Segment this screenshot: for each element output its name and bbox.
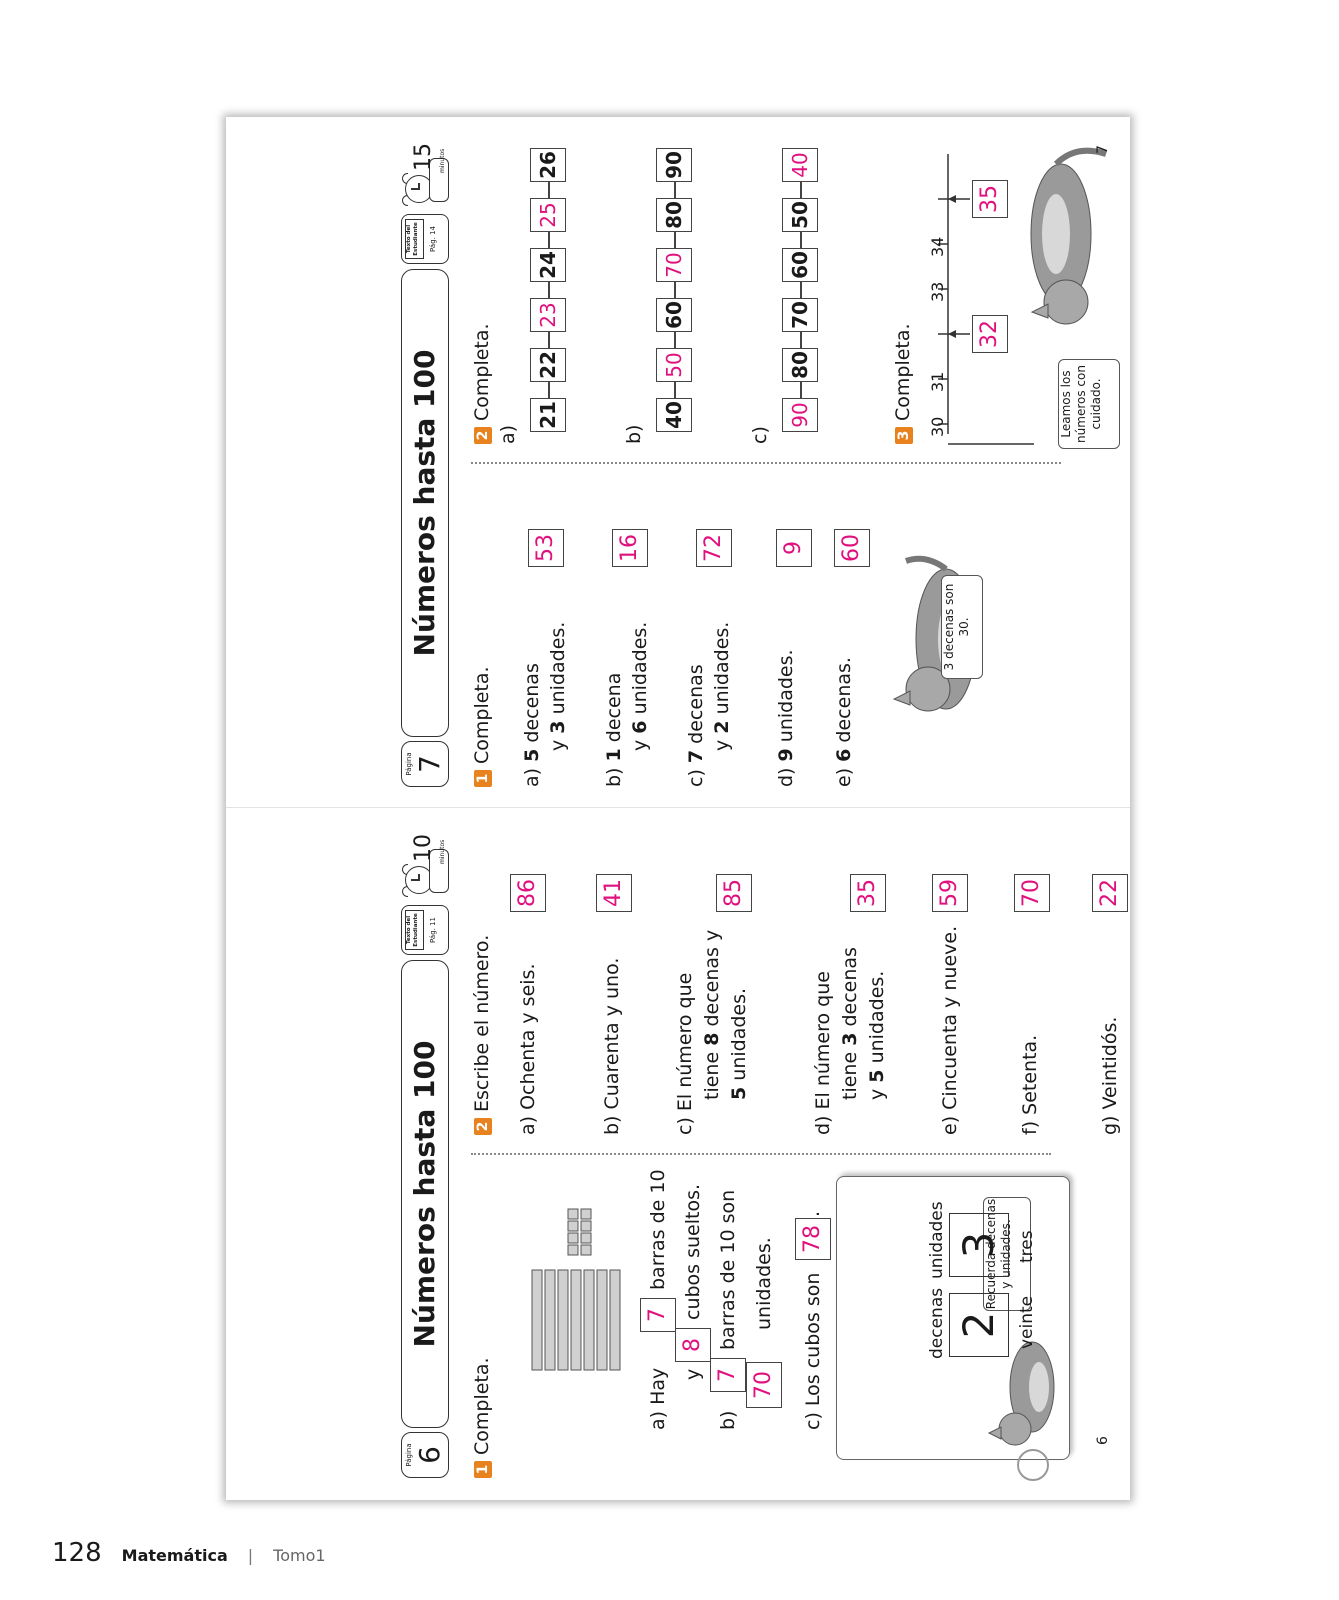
page-6 (226, 808, 1130, 1500)
minutes-label: minutos (439, 148, 446, 173)
r-ex1-badge: 1 (474, 770, 492, 787)
ex2-c-line3: 5 unidades. (728, 987, 750, 1100)
footer-volume: Tomo1 (273, 1546, 326, 1565)
footer-page-number: 128 (52, 1538, 102, 1568)
r-ex3-instruction: 3Completa. (891, 323, 915, 444)
page-number-box (401, 1432, 449, 1478)
ex1-b-bars-answer[interactable]: 7 (710, 1358, 746, 1392)
r-ex1-a-line2: y 3 unidades. (547, 621, 569, 751)
ex2-b-answer[interactable]: 41 (596, 874, 632, 912)
r-ex2-number-box: 40 (656, 398, 692, 432)
ex1-a-y: y (682, 1368, 704, 1380)
base-ten-blocks-icon (526, 1180, 636, 1380)
textbook-reference (401, 905, 449, 955)
r-ex2-connector (800, 382, 802, 398)
ex1-b-label: b) (717, 1410, 739, 1430)
page-number-box (401, 741, 449, 787)
page-7 (226, 117, 1130, 809)
unidades-digit: 3 (949, 1213, 1009, 1277)
minutes-value: 15 (411, 143, 436, 171)
ex2-c-line2: tiene 8 decenas y (701, 929, 723, 1100)
ex2-c-line1: c) El número que (674, 972, 696, 1135)
r-ex1-instruction: 1Completa. (470, 666, 494, 787)
r-ex2-connector (800, 282, 802, 298)
ex2-e-label: e) Cincuenta y nueve. (939, 925, 961, 1135)
r-ex1-b-answer[interactable]: 16 (612, 529, 648, 567)
r-ex2-connector (800, 332, 802, 348)
r-ex2-connector (548, 232, 550, 248)
page-label: Página (405, 1443, 413, 1467)
page-number: 6 (413, 1446, 446, 1464)
ex2-f-label: f) Setenta. (1019, 1034, 1041, 1135)
ex2-f-answer[interactable]: 70 (1014, 874, 1050, 912)
ex2-c-answer[interactable]: 85 (716, 874, 752, 912)
ex2-b-label: b) Cuarenta y uno. (601, 957, 623, 1135)
dotted-divider (471, 1153, 1051, 1155)
ex1-c-text: c) Los cubos son (802, 1272, 824, 1430)
r-ex2-connector (548, 382, 550, 398)
footer-separator: | (247, 1546, 254, 1565)
r-ex1-e-answer[interactable]: 60 (834, 529, 870, 567)
r-ex2-number-box: 22 (530, 348, 566, 382)
r-ex2-answer-box[interactable]: 23 (530, 298, 566, 332)
book-icon: Texto del Estudiante (405, 910, 424, 950)
r-ex2-connector (674, 182, 676, 198)
r-ex2-answer-box[interactable]: 25 (530, 198, 566, 232)
r-ex2-answer-box[interactable]: 50 (656, 348, 692, 382)
ex2-e-answer[interactable]: 59 (932, 874, 968, 912)
tick-33: 33 (928, 281, 947, 302)
ex1-b-units-answer[interactable]: 70 (746, 1362, 782, 1408)
ex1-c-end: . (802, 1210, 824, 1217)
pag-reference: Pág. 11 (429, 917, 437, 943)
r-ex3-bubble: Leamos los números con cuidado. (1058, 359, 1120, 449)
r-ex2-number-box: 26 (530, 148, 566, 182)
r-ex1-c-line1: c) 7 decenas (685, 664, 707, 787)
pag-reference: Pág. 14 (429, 226, 437, 252)
page-footer-number: 6 (1095, 1436, 1111, 1445)
r-ex1-d-line1: d) 9 unidades. (775, 649, 797, 787)
tick-30: 30 (928, 416, 947, 437)
r-ex1-bubble: 3 decenas son 30. (941, 575, 983, 679)
r-ex2-instruction: 2Completa. (470, 323, 494, 444)
decenas-word: veinte (1017, 1295, 1037, 1349)
ex1-instruction: 1Completa. (470, 1357, 494, 1478)
r-ex2-answer-box[interactable]: 40 (782, 148, 818, 182)
timer (399, 834, 447, 900)
r-ex1-b-line1: b) 1 decena (603, 672, 625, 787)
ex2-d-line3: y 5 unidades. (866, 970, 888, 1100)
page-label: Página (405, 752, 413, 776)
ex1-a-hay: a) Hay (647, 1367, 669, 1430)
r-ex2-number-box: 60 (782, 248, 818, 282)
ex1-a-cubes-answer[interactable]: 8 (675, 1328, 711, 1362)
r-ex2-number-box: 21 (530, 398, 566, 432)
decenas-label: decenas (927, 1287, 947, 1359)
r-ex1-c-line2: y 2 unidades. (711, 621, 733, 751)
r-ex3-answer-35[interactable]: 35 (972, 180, 1008, 218)
ex2-a-label: a) Ochenta y seis. (517, 963, 539, 1135)
ex2-g-answer[interactable]: 22 (1092, 874, 1128, 912)
r-ex2-row-label: c) (749, 426, 771, 444)
unidades-label: unidades (927, 1201, 947, 1279)
ex1-c-answer[interactable]: 78 (795, 1218, 831, 1260)
cat-icon (1016, 134, 1126, 354)
r-ex1-d-answer[interactable]: 9 (776, 529, 812, 567)
book-icon: Texto del Estudiante (405, 219, 424, 259)
r-ex3-badge: 3 (895, 427, 913, 444)
r-ex2-connector (548, 182, 550, 198)
decenas-digit: 2 (949, 1293, 1009, 1357)
r-ex2-connector (548, 282, 550, 298)
minutes-value: 10 (411, 834, 436, 862)
ex1-badge: 1 (474, 1461, 492, 1478)
ex1-b-text: barras de 10 son (717, 1189, 739, 1350)
r-ex2-badge: 2 (474, 427, 492, 444)
ex2-a-answer[interactable]: 86 (510, 874, 546, 912)
r-ex2-connector (674, 282, 676, 298)
r-ex2-number-box: 70 (782, 298, 818, 332)
r-ex2-connector (674, 332, 676, 348)
ex1-a-bars-answer[interactable]: 7 (640, 1298, 676, 1332)
timer (399, 143, 447, 209)
ring-icon (1017, 1449, 1049, 1481)
page-title: Números hasta 100 (401, 269, 449, 737)
footer-subject: Matemática (121, 1546, 228, 1565)
tick-34: 34 (928, 236, 947, 257)
r-ex2-number-box: 24 (530, 248, 566, 282)
minutes-label: minutos (439, 839, 446, 864)
reminder-card (836, 1176, 1070, 1460)
ex2-instruction: 2Escribe el número. (470, 935, 494, 1135)
ex1-b-units-text: unidades. (753, 1237, 775, 1330)
r-ex2-number-box: 80 (656, 198, 692, 232)
r-ex2-number-box: 50 (782, 198, 818, 232)
page-footer-number: 7 (1095, 145, 1111, 154)
r-ex1-a-answer[interactable]: 53 (528, 529, 564, 567)
page-number: 7 (413, 755, 446, 773)
r-ex2-connector (800, 232, 802, 248)
unidades-word: tres (1017, 1230, 1037, 1263)
r-ex2-answer-box[interactable]: 90 (782, 398, 818, 432)
tick-31: 31 (928, 371, 947, 392)
r-ex1-a-line1: a) 5 decenas (521, 663, 543, 787)
r-ex2-row-label: b) (623, 424, 645, 444)
ex2-d-line2: tiene 3 decenas (839, 947, 861, 1100)
ex2-g-label: g) Veintidós. (1099, 1016, 1121, 1135)
r-ex1-e-line1: e) 6 decenas. (833, 657, 855, 787)
ex2-d-line1: d) El número que (812, 971, 834, 1135)
ex2-d-answer[interactable]: 35 (850, 874, 886, 912)
page-title: Números hasta 100 (401, 960, 449, 1428)
r-ex1-b-line2: y 6 unidades. (629, 621, 651, 751)
reminder-bubble: Recuerda decenas y unidades. (983, 1197, 1031, 1311)
r-ex2-number-box: 90 (656, 148, 692, 182)
r-ex2-number-box: 80 (782, 348, 818, 382)
r-ex2-connector (674, 232, 676, 248)
ex2-badge: 2 (474, 1118, 492, 1135)
ex1-a-bars-text: barras de 10 (647, 1169, 669, 1290)
ex1-a-cubes-text: cubos sueltos. (682, 1183, 704, 1320)
r-ex2-number-box: 60 (656, 298, 692, 332)
textbook-reference (401, 214, 449, 264)
r-ex2-answer-box[interactable]: 70 (656, 248, 692, 282)
rotated-content (226, 117, 1130, 1500)
r-ex2-row-label: a) (497, 424, 519, 444)
r-ex2-connector (548, 332, 550, 348)
r-ex3-answer-32[interactable]: 32 (972, 315, 1008, 353)
r-ex2-connector (800, 182, 802, 198)
workbook-spread (226, 117, 1130, 1500)
r-ex1-c-answer[interactable]: 72 (696, 529, 732, 567)
page-footer (52, 1538, 326, 1571)
r-ex2-connector (674, 382, 676, 398)
